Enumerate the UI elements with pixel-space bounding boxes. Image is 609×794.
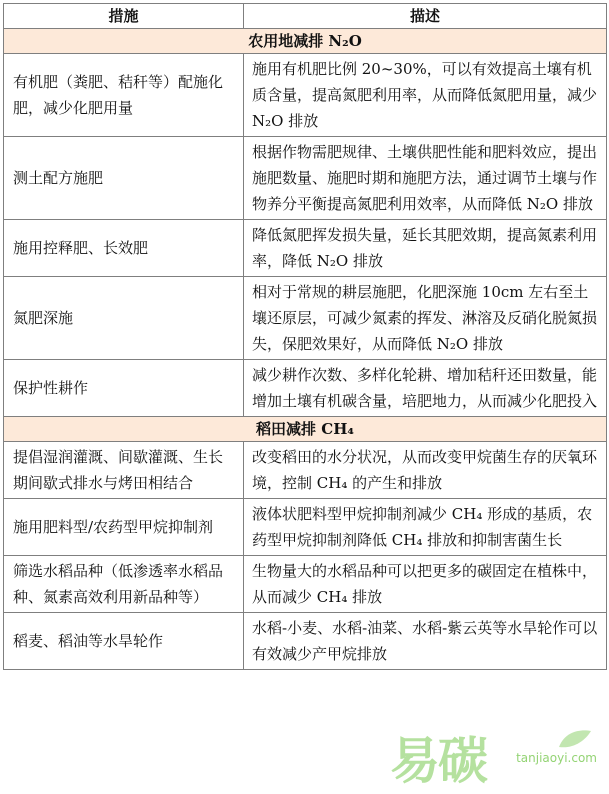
watermark — [390, 721, 605, 790]
measure-cell: 筛选水稻品种（低渗透率水稻品种、氮素高效利用新品种等） — [4, 556, 244, 613]
description-cell: 施用有机肥比例 20~30%，可以有效提高土壤有机质含量，提高氮肥利用率，从而降低氮肥用量，减少 N₂O 排放 — [244, 54, 607, 137]
table-row — [4, 613, 607, 670]
header-row — [4, 4, 607, 29]
section-title: 稻田减排 CH₄ — [4, 417, 607, 442]
measure-cell: 施用控释肥、长效肥 — [4, 220, 244, 277]
table-row — [4, 442, 607, 499]
header-description: 描述 — [244, 4, 607, 29]
table-row — [4, 360, 607, 417]
description-cell: 减少耕作次数、多样化轮耕、增加秸秆还田数量，能增加土壤有机碳含量，培肥地力，从而减少化肥投入 — [244, 360, 607, 417]
measure-cell: 测土配方施肥 — [4, 137, 244, 220]
measure-cell: 施用肥料型/农药型甲烷抑制剂 — [4, 499, 244, 556]
description-cell: 根据作物需肥规律、土壤供肥性能和肥料效应，提出施肥数量、施肥时期和施肥方法，通过调节土壤与作物养分平衡提高氮肥利用效率，从而降低 N₂O 排放 — [244, 137, 607, 220]
description-cell: 改变稻田的水分状况，从而改变甲烷菌生存的厌氧环境，控制 CH₄ 的产生和排放 — [244, 442, 607, 499]
table-row — [4, 220, 607, 277]
description-cell: 降低氮肥挥发损失量，延长其肥效期，提高氮素利用率，降低 N₂O 排放 — [244, 220, 607, 277]
measures-table — [3, 3, 607, 670]
description-cell: 水稻-小麦、水稻-油菜、水稻-紫云英等水旱轮作可以有效减少产甲烷排放 — [244, 613, 607, 670]
section-row-n2o — [4, 29, 607, 54]
table-row — [4, 499, 607, 556]
table-row — [4, 277, 607, 360]
section-row-ch4 — [4, 417, 607, 442]
table-row — [4, 137, 607, 220]
header-measure: 措施 — [4, 4, 244, 29]
description-cell: 生物量大的水稻品种可以把更多的碳固定在植株中，从而减少 CH₄ 排放 — [244, 556, 607, 613]
leaf-icon — [555, 727, 595, 751]
measure-cell: 稻麦、稻油等水旱轮作 — [4, 613, 244, 670]
measure-cell: 氮肥深施 — [4, 277, 244, 360]
measure-cell: 保护性耕作 — [4, 360, 244, 417]
measure-cell: 提倡湿润灌溉、间歇灌溉、生长期间歇式排水与烤田相结合 — [4, 442, 244, 499]
measure-cell: 有机肥（粪肥、秸秆等）配施化肥，减少化肥用量 — [4, 54, 244, 137]
table-row — [4, 556, 607, 613]
watermark-brand: 易碳 — [390, 732, 486, 790]
description-cell: 相对于常规的耕层施肥，化肥深施 10cm 左右至土壤还原层，可减少氮素的挥发、淋溶及反硝化脱氮损失，保肥效果好，从而降低 N₂O 排放 — [244, 277, 607, 360]
watermark-url: tanjiaoyi.com — [516, 751, 597, 765]
table-row — [4, 54, 607, 137]
section-title: 农用地减排 N₂O — [4, 29, 607, 54]
description-cell: 液体状肥料型甲烷抑制剂减少 CH₄ 形成的基质，农药型甲烷抑制剂降低 CH₄ 排放和抑制害菌生长 — [244, 499, 607, 556]
